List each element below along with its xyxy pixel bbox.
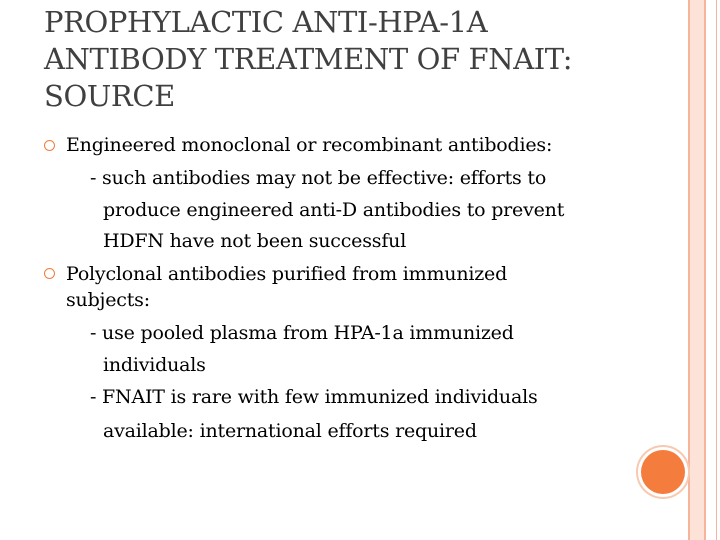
bullet-subline: available: international efforts required (103, 420, 477, 442)
bullet-subline: - such antibodies may not be effective: efforts to (90, 167, 547, 189)
title-line: PROPHYLACTIC ANTI-HPA-1A (44, 5, 488, 39)
bullet-subline: produce engineered anti-D antibodies to prevent (103, 199, 565, 221)
bullet-subline: individuals (103, 354, 206, 376)
title-line: SOURCE (44, 79, 175, 113)
bullet-heading: subjects: (66, 289, 150, 311)
bullet-heading: Engineered monoclonal or recombinant antibodies: (66, 134, 553, 156)
bullet-ring-icon (44, 140, 55, 151)
decorative-border-line (704, 0, 706, 540)
decorative-border-line (688, 0, 690, 540)
slide-title (44, 4, 644, 115)
decorative-circle (641, 450, 685, 494)
decorative-border-line (716, 0, 717, 540)
bullet-subline: - FNAIT is rare with few immunized individuals (90, 386, 538, 408)
title-line: ANTIBODY TREATMENT OF FNAIT: (44, 42, 573, 76)
bullet-subline: HDFN have not been successful (103, 230, 407, 252)
bullet-heading: Polyclonal antibodies purified from immunized (66, 263, 508, 285)
bullet-subline: - use pooled plasma from HPA-1a immunized (90, 322, 514, 344)
bullet-ring-icon (44, 268, 55, 279)
